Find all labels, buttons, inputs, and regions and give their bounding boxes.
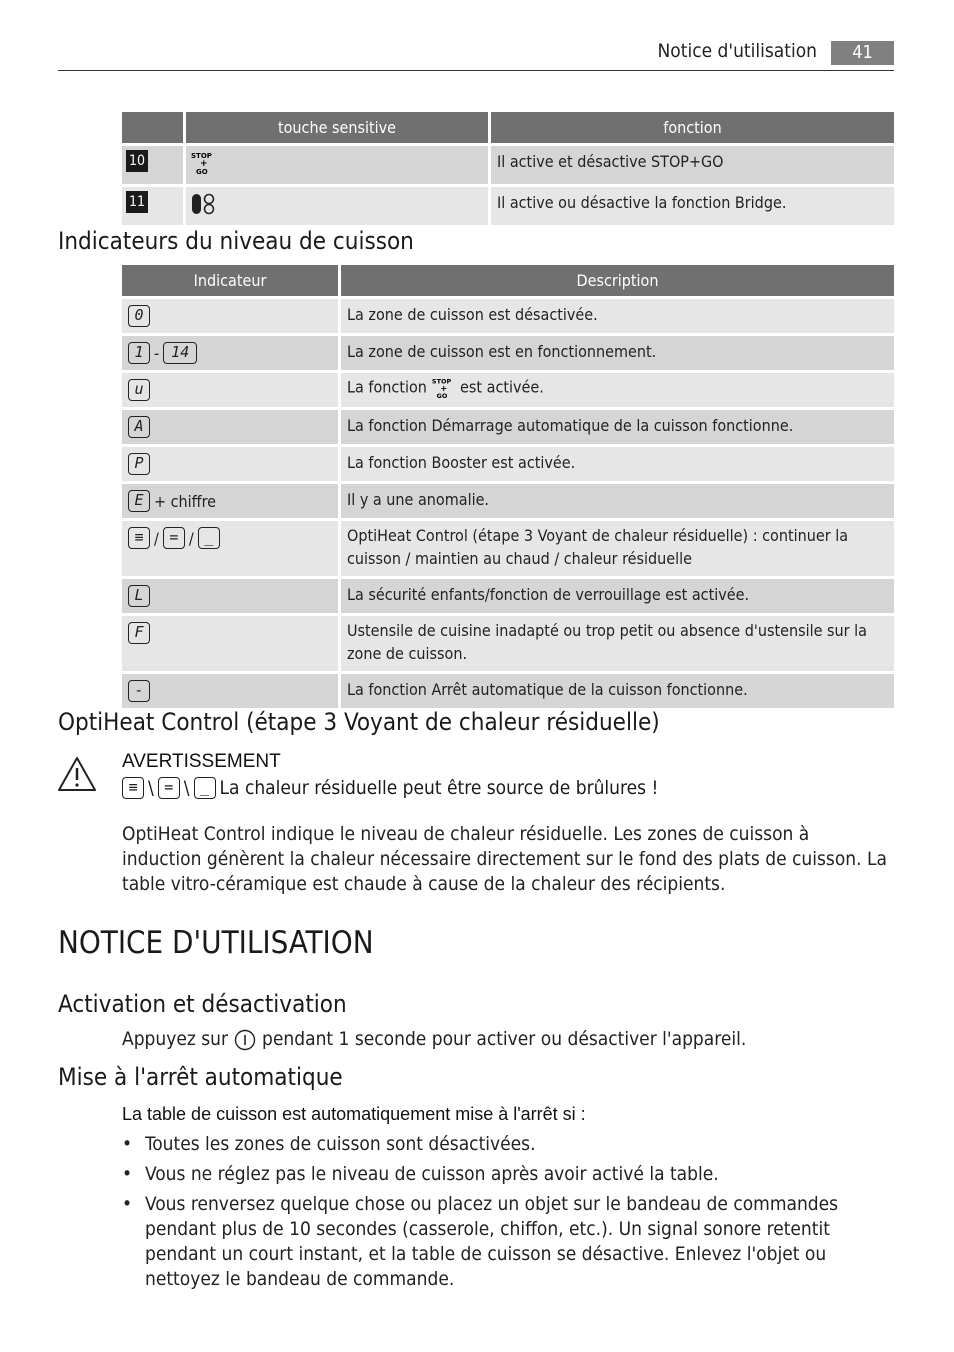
indicator-description: La fonction — [347, 377, 427, 397]
indicator-symbol: = — [163, 527, 185, 549]
key-number: 11 — [126, 191, 148, 213]
indicator-symbol: P — [128, 453, 150, 475]
indicator-extra: + chiffre — [154, 491, 217, 511]
indicators-header-description: Description — [341, 265, 894, 296]
table-row — [122, 373, 894, 407]
table-row — [122, 484, 894, 518]
indicators-table — [119, 262, 897, 711]
svg-text:+: + — [440, 382, 448, 393]
warning-icon — [57, 756, 97, 792]
indicator-description: La fonction Arrêt automatique de la cuisson fonctionne. — [341, 674, 894, 708]
optiheat-body: OptiHeat Control indique le niveau de chaleur résiduelle. Les zones de cuisson à induction génèrent la chaleur nécessaire directement sur le fond des plats de cuisson. La table vitro-céramique est chaude à cause de la chaleur des récipients. — [122, 823, 887, 895]
indicator-symbol: = — [158, 777, 180, 799]
indicator-symbol: L — [128, 585, 150, 607]
indicators-header-indicator: Indicateur — [122, 265, 338, 296]
indicator-description: La fonction Booster est activée. — [341, 447, 894, 481]
auto-off-intro: La table de cuisson est automatiquement mise à l'arrêt si : — [122, 1104, 586, 1124]
indicator-description: La fonction Démarrage automatique de la cuisson fonctionne. — [341, 410, 894, 444]
key-function: Il active et désactive STOP+GO — [491, 146, 894, 184]
indicator-symbol: - — [128, 680, 150, 702]
table-row — [122, 447, 894, 481]
table-row — [122, 299, 894, 333]
indicator-description: Ustensile de cuisine inadapté ou trop petit ou absence d'ustensile sur la zone de cuisson. — [341, 616, 894, 671]
running-header-title: Notice d'utilisation — [657, 40, 817, 62]
activation-heading: Activation et désactivation — [58, 990, 347, 1018]
indicator-symbol: 0 — [128, 305, 150, 327]
key-function: Il active ou désactive la fonction Bridge. — [491, 187, 894, 225]
warning-label: AVERTISSEMENT — [122, 751, 281, 772]
indicator-description-suffix: est activée. — [460, 377, 544, 397]
indicator-description: Il y a une anomalie. — [341, 484, 894, 518]
keys-header-key: touche sensitive — [186, 112, 488, 143]
indicator-symbol: E — [128, 490, 150, 512]
svg-text:STOP: STOP — [432, 377, 452, 386]
warning-line: ≡ \ = \ _ La chaleur résiduelle peut être source de brûlures ! — [122, 777, 658, 799]
svg-text:GO: GO — [437, 392, 448, 400]
indicators-heading: Indicateurs du niveau de cuisson — [58, 227, 414, 255]
indicator-symbol: A — [128, 416, 150, 438]
table-row — [122, 616, 894, 671]
power-icon — [234, 1029, 256, 1051]
table-row — [122, 674, 894, 708]
indicator-description: La zone de cuisson est désactivée. — [341, 299, 894, 333]
warning-text: La chaleur résiduelle peut être source de brûlures ! — [219, 777, 659, 799]
bridge-icon — [190, 191, 216, 217]
key-number: 10 — [126, 150, 148, 172]
indicator-symbol: u — [128, 379, 150, 401]
table-row — [122, 410, 894, 444]
keys-header-blank — [122, 112, 183, 143]
table-row — [122, 187, 894, 225]
svg-text:STOP: STOP — [191, 152, 212, 160]
activation-text: Appuyez sur pendant 1 seconde pour activer ou désactiver l'appareil. — [122, 1028, 747, 1050]
keys-header-function: fonction — [491, 112, 894, 143]
indicator-description: La sécurité enfants/fonction de verrouillage est activée. — [341, 579, 894, 613]
indicator-description: OptiHeat Control (étape 3 Voyant de chaleur résiduelle) : continuer la cuisson / maintien au chaud / chaleur résiduelle — [341, 521, 894, 576]
stop-go-icon — [431, 376, 455, 400]
keys-table — [119, 109, 897, 228]
indicator-description: La zone de cuisson est en fonctionnement. — [341, 336, 894, 370]
header-divider — [58, 70, 894, 71]
indicator-symbol: _ — [194, 777, 216, 799]
auto-off-heading: Mise à l'arrêt automatique — [58, 1063, 343, 1091]
section-title: NOTICE D'UTILISATION — [58, 925, 374, 961]
svg-text:+: + — [200, 159, 208, 169]
indicator-symbol: ≡ — [122, 777, 144, 799]
indicator-symbol: 1 — [128, 342, 150, 364]
stop-go-icon — [190, 150, 216, 176]
page-number: 41 — [831, 41, 894, 65]
indicator-symbol: _ — [198, 527, 220, 549]
svg-text:GO: GO — [196, 168, 208, 176]
indicator-symbol: F — [128, 622, 150, 644]
table-row — [122, 579, 894, 613]
optiheat-heading: OptiHeat Control (étape 3 Voyant de chaleur résiduelle) — [58, 708, 660, 736]
indicator-symbol: 14 — [163, 342, 197, 364]
indicator-symbol: ≡ — [128, 527, 150, 549]
table-row — [122, 146, 894, 184]
table-row: 1 - 14 La zone de cuisson est en fonctionnement. — [122, 336, 894, 370]
table-row: ≡ / = / _ OptiHeat Control (étape 3 Voyant de chaleur résiduelle) : continuer la cuisson / maintien au chaud / chaleur résiduelle — [122, 521, 894, 576]
